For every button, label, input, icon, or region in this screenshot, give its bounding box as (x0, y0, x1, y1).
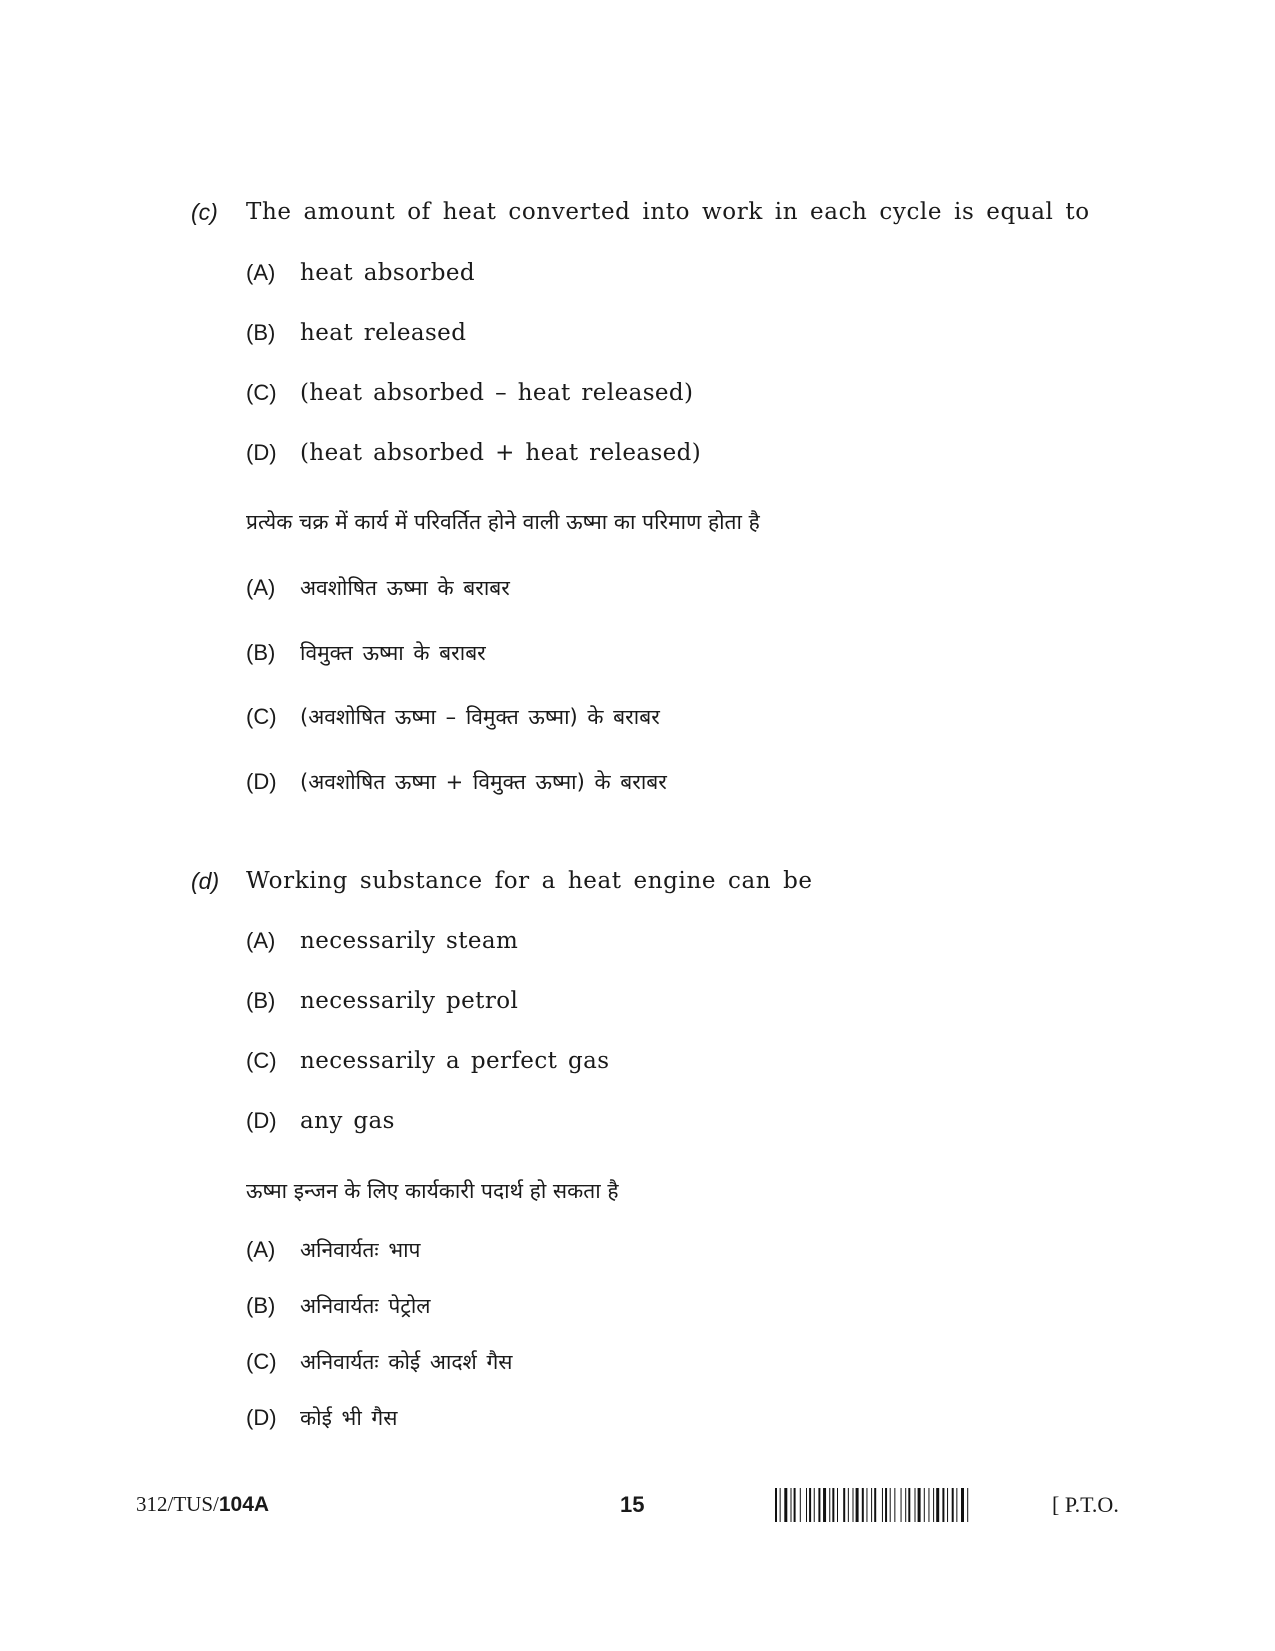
question-c-option-a-hi (246, 574, 510, 602)
barcode-bar (806, 1488, 807, 1522)
barcode-bar (952, 1488, 954, 1522)
barcode-bar (837, 1488, 838, 1522)
option-text: heat released (300, 320, 467, 346)
question-c-option-c-hi (246, 703, 660, 731)
option-text: (अवशोषित ऊष्मा – विमुक्त ऊष्मा) के बराबर (300, 705, 660, 729)
question-d-option-d-en (246, 1108, 395, 1134)
pto-label: [ P.T.O. (1052, 1492, 1119, 1517)
question-d-option-a-hi (246, 1236, 420, 1264)
option-text: अनिवार्यतः भाप (300, 1238, 421, 1262)
barcode-bar (829, 1488, 830, 1522)
question-c-text-hi: प्रत्येक चक्र में कार्य में परिवर्तित होने वाली ऊष्मा का परिमाण होता है (246, 510, 760, 534)
option-text: कोई भी गैस (300, 1406, 398, 1430)
option-text: (अवशोषित ऊष्मा + विमुक्त ऊष्मा) के बराबर (300, 770, 667, 794)
barcode-bar (848, 1488, 849, 1522)
barcode-bar (933, 1488, 934, 1522)
option-text: अवशोषित ऊष्मा के बराबर (300, 576, 510, 600)
question-c-option-d-en (246, 440, 701, 466)
barcode-bar (967, 1488, 968, 1522)
barcode-bar (853, 1488, 854, 1522)
barcode-bar (794, 1488, 796, 1522)
question-d-option-b-hi (246, 1292, 431, 1320)
barcode-bar (818, 1488, 820, 1522)
barcode-bar (961, 1488, 964, 1522)
barcode-bar (915, 1488, 916, 1522)
barcode-bar (856, 1488, 859, 1522)
page-number: 15 (620, 1492, 645, 1517)
option-text: (heat absorbed + heat released) (300, 440, 702, 466)
option-label: (A) (246, 928, 276, 953)
option-text: (heat absorbed – heat released) (300, 380, 694, 406)
barcode-bar (901, 1488, 902, 1522)
option-text: विमुक्त ऊष्मा के बराबर (300, 641, 486, 665)
barcode-bar (956, 1488, 957, 1522)
paper-code-bold: 104A (218, 1493, 270, 1516)
barcode-bar (862, 1488, 864, 1522)
question-d-option-b-en (246, 988, 518, 1014)
barcode-bar (784, 1488, 787, 1522)
question-d-option-c-en (246, 1048, 609, 1074)
barcode-bar (823, 1488, 826, 1522)
barcode-bar (791, 1488, 792, 1522)
barcode-bar (894, 1488, 895, 1522)
barcode-bar (928, 1488, 929, 1522)
barcode-bar (780, 1488, 781, 1522)
barcode-bar (918, 1488, 921, 1522)
option-label: (B) (246, 1293, 276, 1318)
question-c-option-d-hi (246, 768, 667, 796)
option-text: necessarily a perfect gas (300, 1048, 610, 1074)
question-c-option-b-en (246, 320, 466, 346)
question-c-text-en: The amount of heat converted into work in each cycle is equal to (246, 199, 1090, 225)
question-d-option-a-en (246, 928, 518, 954)
question-c-option-b-hi (246, 639, 486, 667)
question-d-text-en: Working substance for a heat engine can be (246, 868, 813, 894)
option-label: (B) (246, 988, 276, 1013)
question-d-label: (d) (191, 868, 220, 894)
option-text: necessarily petrol (300, 988, 519, 1014)
barcode-bar (866, 1488, 867, 1522)
option-text: अनिवार्यतः पेट्रोल (300, 1294, 431, 1318)
question-d-option-c-hi (246, 1348, 512, 1376)
question-c-label: (c) (191, 199, 218, 225)
option-label: (B) (246, 640, 276, 665)
option-text: heat absorbed (300, 260, 476, 286)
option-label: (C) (246, 1048, 277, 1073)
option-label: (A) (246, 1237, 276, 1262)
option-label: (A) (246, 260, 276, 285)
option-label: (D) (246, 1405, 277, 1430)
barcode-bar (814, 1488, 815, 1522)
option-text: necessarily steam (300, 928, 519, 954)
option-label: (C) (246, 1349, 277, 1374)
barcode-bar (882, 1488, 883, 1522)
option-label: (A) (246, 575, 276, 600)
paper-code-prefix: 312/TUS/ (136, 1492, 219, 1516)
option-label: (B) (246, 320, 276, 345)
option-label: (C) (246, 380, 277, 405)
option-text: any gas (300, 1108, 395, 1134)
barcode-bar (832, 1488, 834, 1522)
barcode-bar (800, 1488, 801, 1522)
question-c-option-a-en (246, 260, 475, 286)
question-d-option-d-hi (246, 1404, 397, 1432)
barcode-bar (871, 1488, 872, 1522)
barcode (775, 1488, 1037, 1522)
barcode-bar (809, 1488, 811, 1522)
option-label: (D) (246, 769, 277, 794)
option-label: (D) (246, 1108, 277, 1133)
barcode-bar (942, 1488, 944, 1522)
barcode-bar (924, 1488, 925, 1522)
barcode-bar (775, 1488, 777, 1522)
barcode-bar (947, 1488, 948, 1522)
barcode-bar (890, 1488, 891, 1522)
barcode-bar (885, 1488, 887, 1522)
barcode-bar (936, 1488, 939, 1522)
barcode-bar (874, 1488, 876, 1522)
barcode-bar (905, 1488, 906, 1522)
option-label: (D) (246, 440, 277, 465)
question-d-text-hi: ऊष्मा इन्जन के लिए कार्यकारी पदार्थ हो सकता है (246, 1179, 619, 1203)
option-label: (C) (246, 704, 277, 729)
paper-code (136, 1492, 269, 1517)
barcode-bar (843, 1488, 845, 1522)
question-c-option-c-en (246, 380, 693, 406)
option-text: अनिवार्यतः कोई आदर्श गैस (300, 1350, 513, 1374)
barcode-bar (908, 1488, 910, 1522)
